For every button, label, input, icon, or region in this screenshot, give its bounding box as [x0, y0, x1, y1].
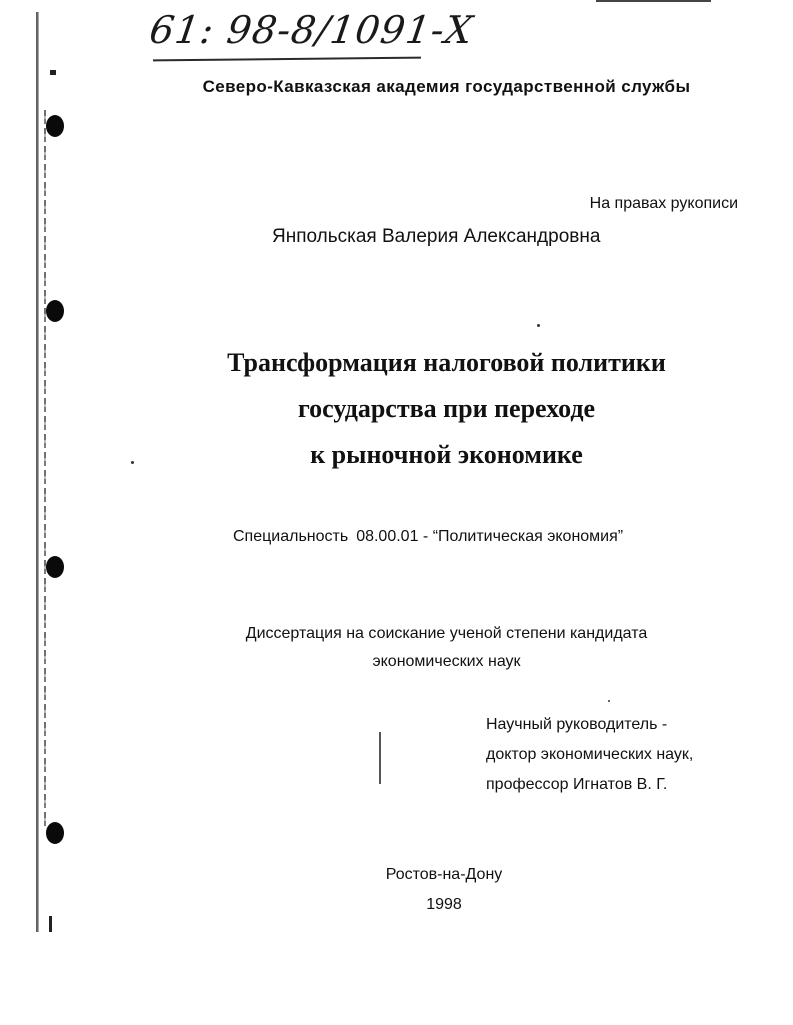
title-line-1: Трансформация налоговой политики	[227, 348, 666, 377]
punch-hole-1	[46, 115, 64, 137]
dissertation-degree	[0, 620, 793, 676]
author-name: Янпольская Валерия Александровна	[272, 226, 601, 247]
advisor-line-2: доктор экономических наук,	[486, 746, 694, 763]
scan-speck	[608, 700, 610, 702]
title-line-3: к рыночной экономике	[310, 440, 583, 469]
degree-line-1: Диссертация на соискание ученой степени кандидата	[245, 625, 648, 642]
handwritten-underline	[153, 57, 421, 62]
city: Ростов-на-Дону	[385, 866, 503, 883]
punch-hole-2	[46, 300, 64, 322]
punch-hole-3	[46, 556, 64, 578]
scan-vertical-line	[379, 732, 381, 784]
specialty-code: 08.00.01 - “Политическая экономия”	[356, 528, 624, 545]
dissertation-title	[0, 340, 793, 478]
specialty	[233, 528, 623, 546]
place-and-year	[0, 860, 793, 920]
advisor-line-1: Научный руководитель -	[486, 716, 668, 733]
scientific-advisor	[486, 710, 693, 800]
specialty-label: Специальность	[233, 528, 349, 545]
punch-hole-4	[46, 822, 64, 844]
title-line-2: государства при переходе	[297, 394, 596, 423]
manuscript-note: На правах рукописи	[589, 195, 738, 212]
scan-mark-top	[50, 70, 56, 75]
institution-name-text: Северо-Кавказская академия государственной службы	[202, 77, 691, 96]
scan-speck	[537, 324, 540, 327]
scan-top-line	[596, 0, 711, 2]
degree-line-2: экономических наук	[372, 653, 521, 670]
handwritten-archive-number: 61: 98-8/1091-Х	[146, 8, 477, 52]
year: 1998	[426, 896, 462, 913]
institution-name	[0, 77, 793, 97]
advisor-line-3: профессор Игнатов В. Г.	[486, 776, 668, 793]
